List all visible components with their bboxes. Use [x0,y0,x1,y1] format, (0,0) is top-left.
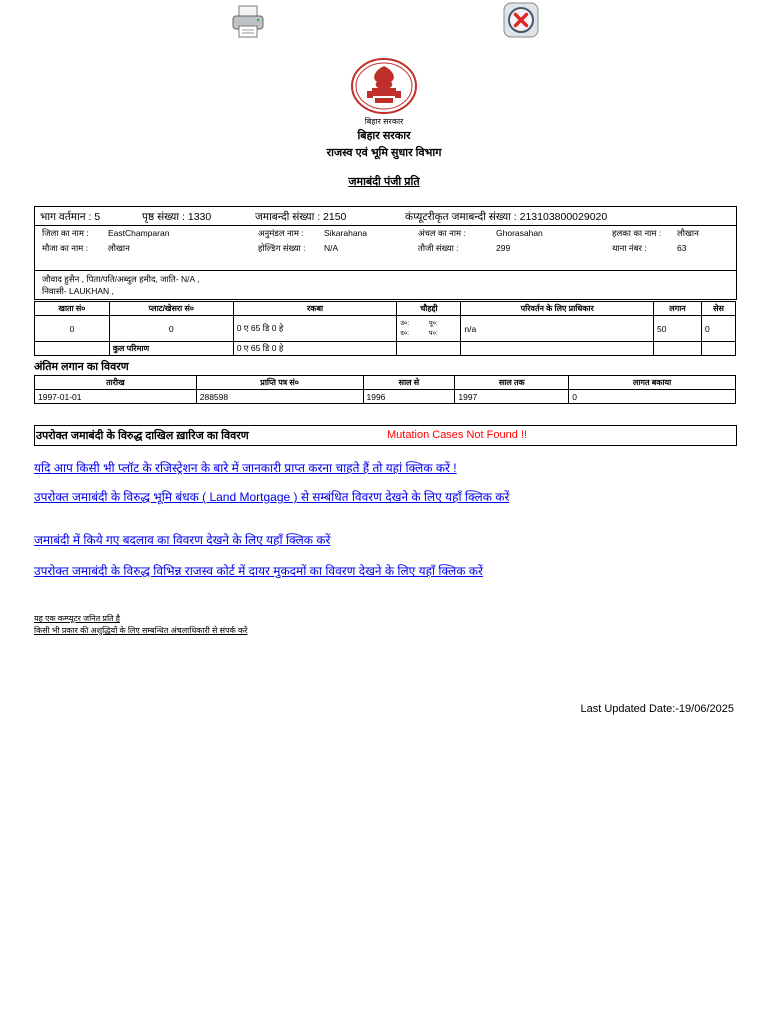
chauhaddi-east: पू०: [428,319,438,327]
cell-lagan: 50 [654,316,702,342]
circle-value: Ghorasahan [496,228,543,238]
header-chauhaddi: चौहद्दी [397,302,461,316]
header-plot: प्लाट/खेसरा सं० [109,302,233,316]
circle-label: अंचल का नाम : [418,228,466,238]
cell-rakba: 0 ए 65 डि 0 हे [233,316,397,342]
govt-title: बिहार सरकार [357,130,411,142]
cell-empty [35,342,110,356]
table-total-row [35,342,736,356]
table-row [35,390,736,404]
header-date: तारीख [35,376,197,390]
header-year-to: साल तक [455,376,569,390]
holding-label: होल्डिंग संख्या : [258,243,306,253]
cell-plot: 0 [109,316,233,342]
halka-value: लौखान [677,228,699,238]
total-rakba: 0 ए 65 डि 0 हे [233,342,397,356]
header-dues: लागत बकाया [569,376,736,390]
record-box-divider-2 [34,270,737,271]
cell-dues: 0 [569,390,736,404]
lagan-table [34,375,736,404]
revenue-court-cases-link[interactable]: उपरोक्त जमाबंदी के विरुद्ध विभिन्न राजस्व कोर्ट में दायर मुकदमों का विवरण देखने के लिए यहाँ क्लिक करें [34,564,483,578]
printer-icon[interactable] [230,2,266,40]
land-mortgage-link[interactable]: उपरोक्त जमाबंदी के विरुद्ध भूमि बंधक ( Land Mortgage ) से सम्बंधित विवरण देखने के लिए यहाँ क्लिक करें [34,490,510,504]
owner-line-2: निवासी- LAUKHAN , [42,286,114,296]
header-lagan: लगान [654,302,702,316]
header-khata: खाता सं० [35,302,110,316]
district-value: EastChamparan [108,228,170,238]
tauzi-label: तौजी संख्या : [418,243,459,253]
chauhaddi-south: द०: [400,329,410,337]
cell-year-from: 1996 [363,390,455,404]
mauja-label: मौजा का नाम : [42,243,88,253]
bihar-emblem [351,58,417,114]
jamabandi-changes-link[interactable]: जमाबंदी में किये गए बदलाव का विवरण देखने के लिए यहाँ क्लिक करें [34,533,331,547]
emblem-caption: बिहार सरकार [364,117,404,126]
cell-empty [397,342,461,356]
jamabandi-field: जमाबन्दी संख्या : 2150 [255,211,347,223]
chauhaddi-west: प०: [428,329,438,337]
table-row [35,316,736,342]
total-label: कुल परिमाण [109,342,233,356]
prishth-field: पृष्ठ संख्या : 1330 [142,211,212,223]
computerised-field: कंप्यूटरीकृत जमाबन्दी संख्या : 213103800029020 [405,211,608,223]
cell-authority: n/a [461,316,654,342]
header-year-from: साल से [363,376,455,390]
close-circle-icon[interactable] [503,2,539,38]
cell-empty [701,342,735,356]
cell-empty [461,342,654,356]
tauzi-value: 299 [496,243,511,253]
bhag-field: भाग वर्तमान : 5 [40,211,101,223]
record-box-divider-1 [34,225,737,226]
header-rakba: रकबा [233,302,397,316]
header-cess: सेस [701,302,735,316]
mutation-status: Mutation Cases Not Found !! [387,429,528,441]
subdivision-label: अनुमंडल नाम : [258,228,304,238]
header-authority: परिवर्तन के लिए प्राधिकार [461,302,654,316]
halka-label: हलका का नाम : [612,228,662,238]
subdivision-value: Sikarahana [324,228,368,238]
header-receipt: प्राप्ति पत्र सं० [196,376,363,390]
computer-generated-note: यह एक कम्प्यूटर जनित प्रति है [34,614,121,623]
cell-empty [654,342,702,356]
thana-value: 63 [677,243,687,253]
document-title: जमाबंदी पंजी प्रति [348,176,420,188]
cell-khata: 0 [35,316,110,342]
cell-chauhaddi [397,316,461,342]
plot-table-header [35,302,736,316]
contact-officer-note: किसी भी प्रकार की अशुद्धियों के लिए सम्बन्धित अंचलाधिकारी से संपर्क करें [34,626,248,635]
plot-table [34,301,736,356]
lagan-title: अंतिम लगान का विवरण [34,361,129,373]
mutation-label: उपरोक्त जमाबंदी के विरुद्ध दाखिल ख़ारिज का विवरण [36,430,249,442]
cell-date: 1997-01-01 [35,390,197,404]
lagan-table-header [35,376,736,390]
district-label: जिला का नाम : [42,228,89,238]
cell-year-to: 1997 [455,390,569,404]
owner-line-1: जौवाद हुसैन , पिता/पति/अब्दुल हमीद, जाति- N/A , [42,274,200,284]
holding-value: N/A [324,243,339,253]
cell-receipt: 288598 [196,390,363,404]
mauja-value: लौखान [108,243,130,253]
registration-info-link[interactable]: यदि आप किसी भी प्लॉट के रजिस्ट्रेशन के बारे में जानकारी प्राप्त करना चाहते हैं तो यहां क्लिक करें ! [34,461,457,475]
chauhaddi-north: उ०: [400,319,410,327]
cell-cess: 0 [701,316,735,342]
thana-label: थाना नंबर : [612,243,647,253]
department-title: राजस्व एवं भूमि सुधार विभाग [326,147,442,159]
last-updated-date: Last Updated Date:-19/06/2025 [580,703,734,715]
